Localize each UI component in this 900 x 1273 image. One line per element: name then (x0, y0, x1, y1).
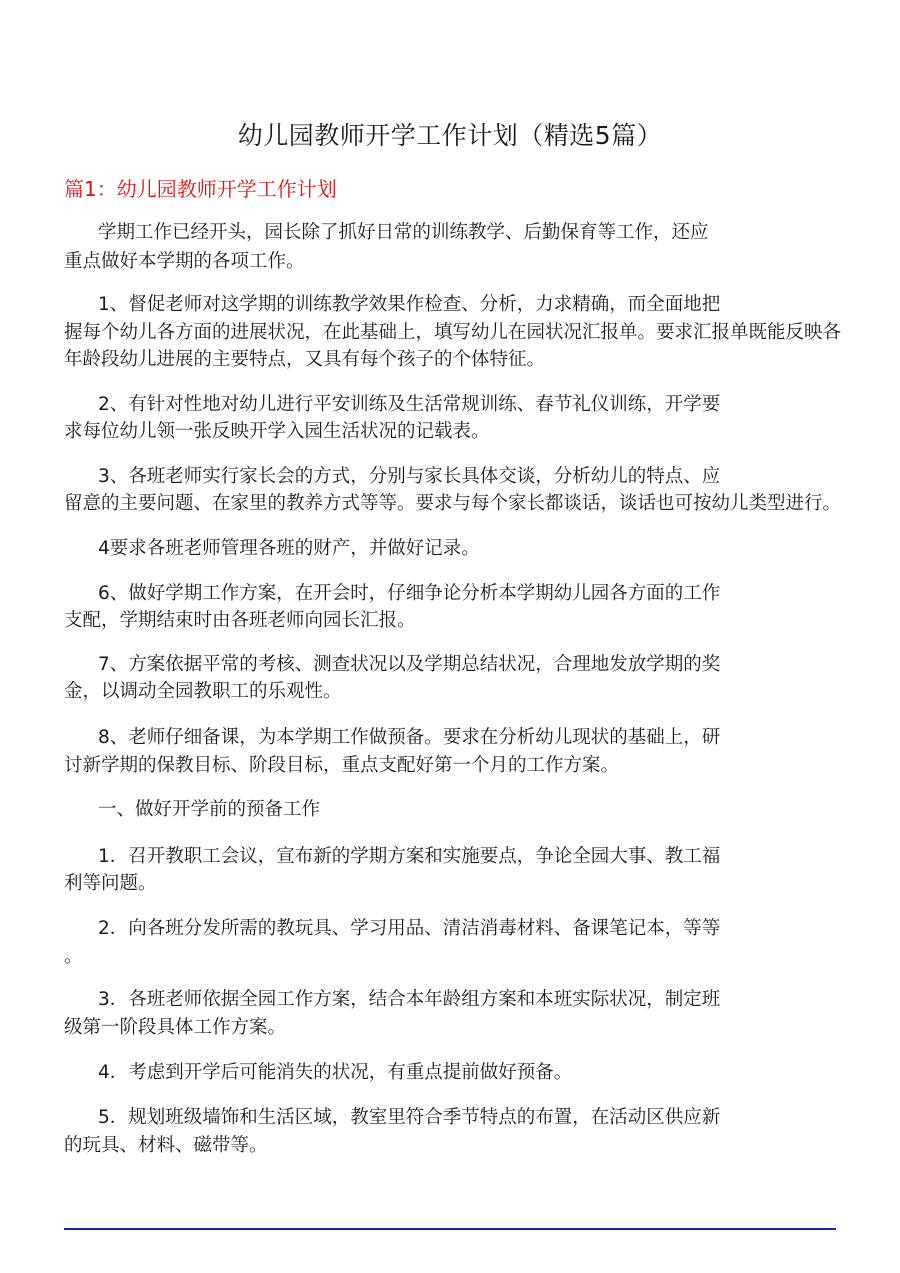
paragraph-line: 求每位幼儿领一张反映开学入园生活状况的记载表。 (64, 421, 490, 442)
paragraph-line: 4要求各班老师管理各班的财产，并做好记录。 (98, 538, 480, 559)
paragraph-line: 3．各班老师依据全园工作方案，结合本年龄组方案和本班实际状况，制定班 (98, 989, 721, 1010)
paragraph-line: 3、各班老师实行家长会的方式，分别与家长具体交谈，分析幼儿的特点、应 (98, 466, 721, 487)
paragraph-line: 年龄段幼儿进展的主要特点，又具有每个孩子的个体特征。 (64, 349, 546, 370)
paragraph-line: 留意的主要问题、在家里的教养方式等等。要求与每个家长都谈话，谈话也可按幼儿类型进行。 (64, 493, 842, 514)
paragraph-line: 一、做好开学前的预备工作 (98, 799, 321, 820)
footer-divider (64, 1228, 836, 1230)
paragraph-line: 4．考虑到开学后可能消失的状况，有重点提前做好预备。 (98, 1062, 573, 1083)
paragraph-line: 2．向各班分发所需的教玩具、学习用品、清洁消毒材料、备课笔记本，等等 (98, 918, 721, 939)
paragraph-line: 的玩具、材料、磁带等。 (64, 1135, 268, 1156)
paragraph-line: 金，以调动全园教职工的乐观性。 (64, 681, 342, 702)
paragraph-line: 握每个幼儿各方面的进展状况，在此基础上，填写幼儿在园状况汇报单。要求汇报单既能反映各 (64, 322, 842, 343)
paragraph-line: 讨新学期的保教目标、阶段目标，重点支配好第一个月的工作方案。 (64, 755, 620, 776)
paragraph-line: 利等问题。 (64, 873, 157, 894)
paragraph-line: 。 (64, 946, 83, 967)
paragraph-line: 1、督促老师对这学期的训练教学效果作检查、分析，力求精确，而全面地把 (98, 294, 721, 315)
paragraph-line: 5．规划班级墙饰和生活区域，教室里符合季节特点的布置，在活动区供应新 (98, 1107, 721, 1128)
section-heading: 篇1：幼儿园教师开学工作计划 (64, 177, 337, 201)
paragraph-line: 学期工作已经开头，园长除了抓好日常的训练教学、后勤保育等工作，还应 (98, 222, 709, 243)
paragraph-line: 6、做好学期工作方案，在开会时，仔细争论分析本学期幼儿园各方面的工作 (98, 583, 721, 604)
paragraph-line: 7、方案依据平常的考核、测查状况以及学期总结状况，合理地发放学期的奖 (98, 654, 721, 675)
paragraph-line: 8、老师仔细备课，为本学期工作做预备。要求在分析幼儿现状的基础上，研 (98, 727, 721, 748)
paragraph-line: 支配，学期结束时由各班老师向园长汇报。 (64, 610, 416, 631)
paragraph-line: 1．召开教职工会议，宣布新的学期方案和实施要点，争论全园大事、教工福 (98, 846, 721, 867)
paragraph-line: 2、有针对性地对幼儿进行平安训练及生活常规训练、春节礼仪训练，开学要 (98, 394, 721, 415)
paragraph-line: 级第一阶段具体工作方案。 (64, 1017, 287, 1038)
document-title: 幼儿园教师开学工作计划（精选5篇） (237, 121, 663, 150)
paragraph-line: 重点做好本学期的各项工作。 (64, 251, 305, 272)
